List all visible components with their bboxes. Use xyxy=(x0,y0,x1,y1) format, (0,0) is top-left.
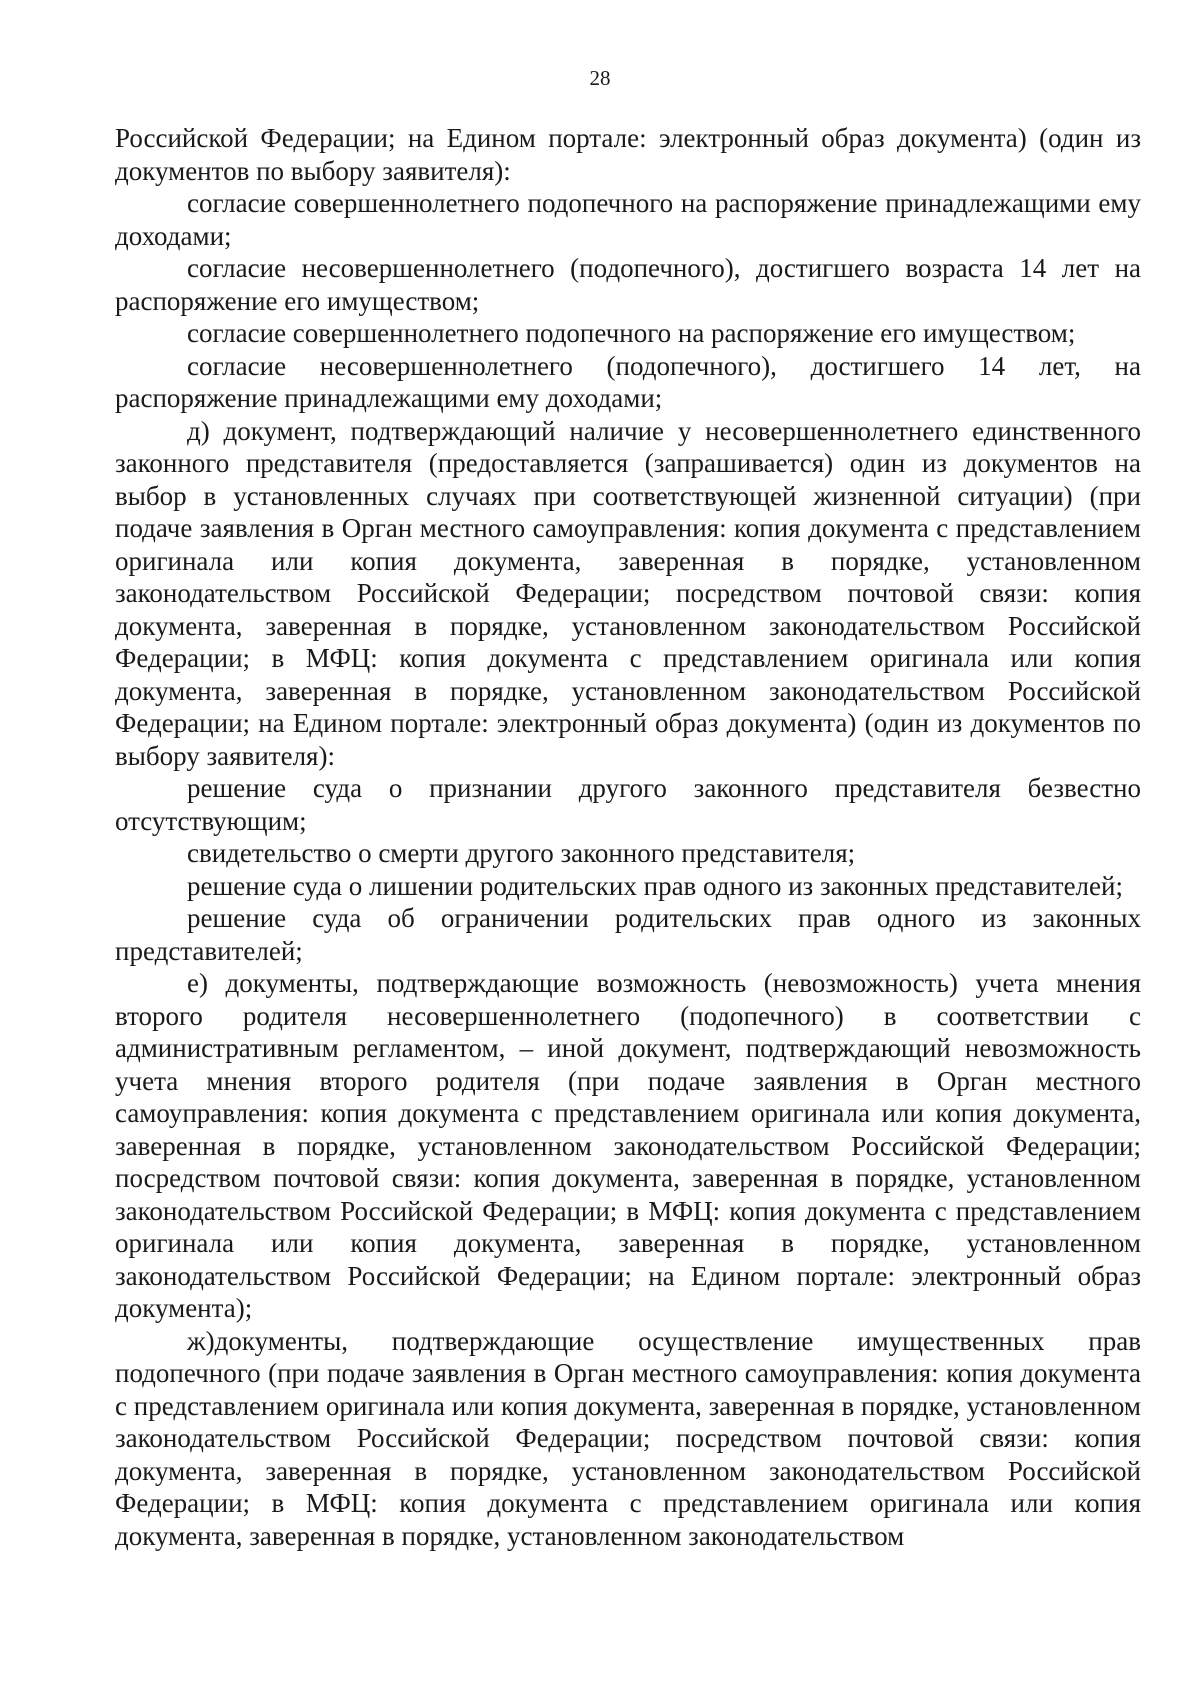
paragraph-court-deprivation: решение суда о лишении родительских прав одного из законных представителей; xyxy=(187,870,1123,901)
paragraph-consent-adult-income: согласие совершеннолетнего подопечного на распоряжение принадлежащими ему доходами; xyxy=(115,188,1141,251)
paragraph-consent-minor-property: согласие несовершеннолетнего (подопечного), достигшего возраста 14 лет на распоряжение его имуществом; xyxy=(115,253,1141,316)
paragraph-consent-adult-property: согласие совершеннолетнего подопечного на распоряжение его имуществом; xyxy=(187,318,1076,348)
page-number: 28 xyxy=(589,66,611,90)
paragraph-item-d: д) документ, подтверждающий наличие у несовершеннолетнего единственного законного представителя (предоставляется (запрашивается) один из документов на выбор в установленных случаях при соответствующей жизненной ситуации) (при подаче заявления в Орган местного самоуправления: копия документа с представлением оригинала или копия документа, заверенная в порядке, установленном законодательством Российской Федерации; посредством почтовой связи: копия документа, заверенная в порядке, установленном законодательством Российской Федерации; в МФЦ: копия документа с представлением оригинала или копия документа, заверенная в порядке, установленном законодательством Российской Федерации; на Едином портале: электронный образ документа) (один из документов по выбору заявителя): xyxy=(115,415,1141,771)
paragraph-item-e: е) документы, подтверждающие возможность (невозможность) учета мнения второго родителя несовершеннолетнего (подопечного) в соответствии с административным регламентом, – иной документ, подтверждающий невозможность учета мнения второго родителя (при подаче заявления в Орган местного самоуправления: копия документа с представлением оригинала или копия документа, заверенная в порядке, установленном законодательством Российской Федерации; посредством почтовой связи: копия документа, заверенная в порядке, установленном законодательством Российской Федерации; в МФЦ: копия документа с представлением оригинала или копия документа, заверенная в порядке, установленном законодательством Российской Федерации; на Едином портале: электронный образ документа); xyxy=(115,968,1141,1323)
paragraph-item-zh: ж)документы, подтверждающие осуществление имущественных прав подопечного (при подаче заявления в Орган местного самоуправления: копия документа с представлением оригинала или копия документа, заверенная в порядке, установленном законодательством Российской Федерации; посредством почтовой связи: копия документа, заверенная в порядке, установленном законодательством Российской Федерации; в МФЦ: копия документа с представлением оригинала или копия документа, заверенная в порядке, установленном законодательством xyxy=(115,1325,1141,1551)
paragraph-consent-minor-income: согласие несовершеннолетнего (подопечного), достигшего 14 лет, на распоряжение принадлежащими ему доходами; xyxy=(115,350,1141,413)
paragraph-court-missing: решение суда о признании другого законного представителя безвестно отсутствующим; xyxy=(115,773,1141,836)
paragraph-death-certificate: свидетельство о смерти другого законного представителя; xyxy=(187,838,856,868)
paragraph-court-restriction: решение суда об ограничении родительских прав одного из законных представителей; xyxy=(115,903,1141,966)
paragraph-continuation: Российской Федерации; на Едином портале: электронный образ документа) (один из документов по выбору заявителя): xyxy=(115,123,1141,186)
document-body xyxy=(115,122,1141,1552)
